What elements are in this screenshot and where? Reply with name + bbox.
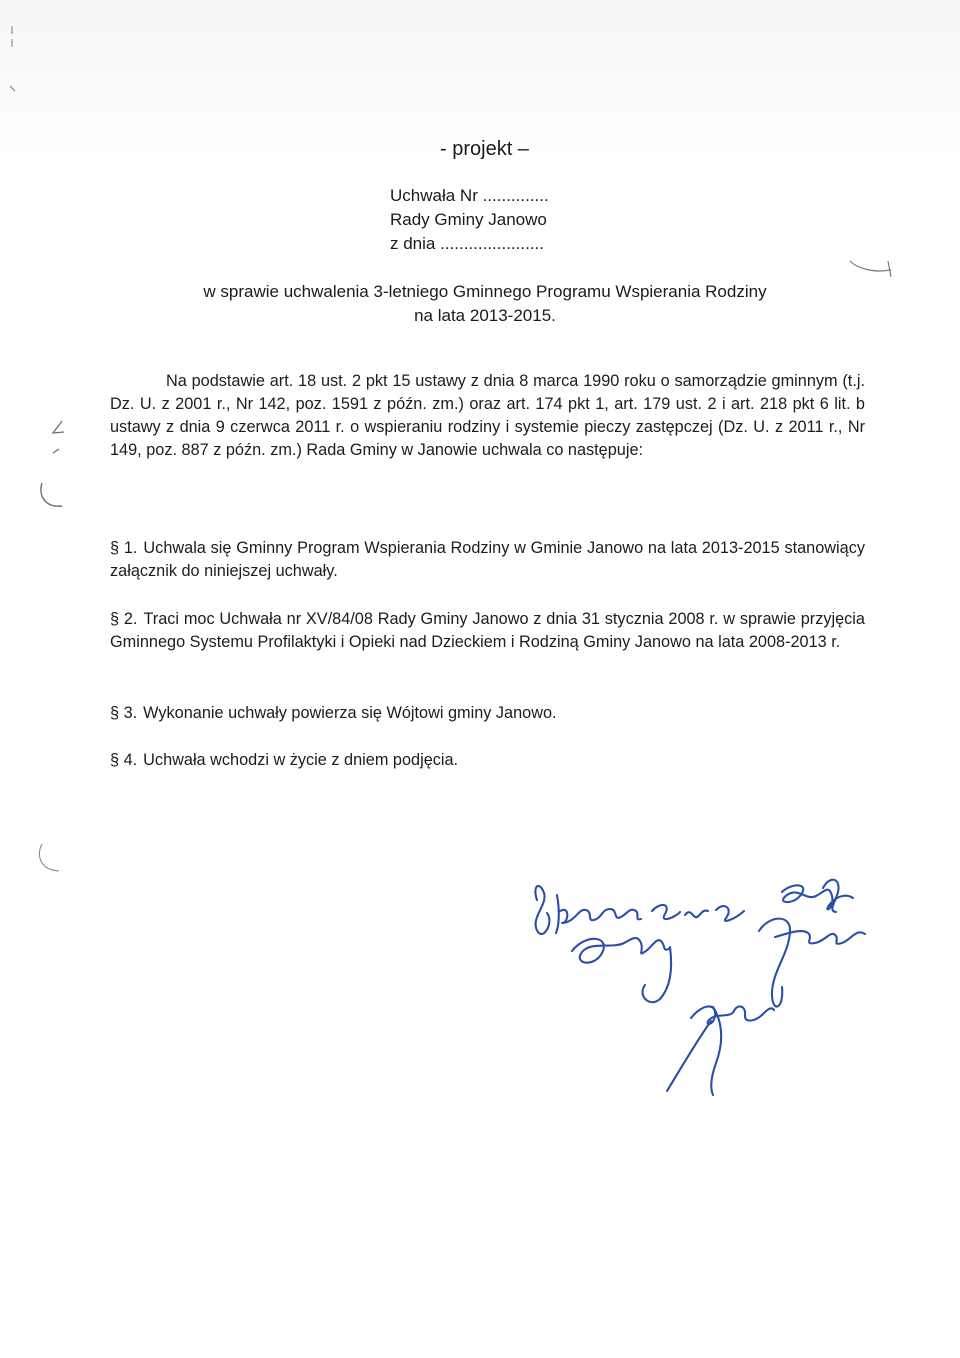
scan-artifact-left-lower-drawing: [34, 838, 68, 878]
scan-artifact-left-middle: [38, 478, 68, 512]
resolution-number-line: Uchwała Nr ..............: [390, 186, 549, 205]
scan-artifact-left-middle-drawing: [38, 478, 68, 512]
council-name-line: Rady Gminy Janowo: [390, 210, 547, 229]
scan-artifact-right-drawing: [846, 254, 898, 282]
resolution-title: [390, 184, 549, 256]
handwritten-signature: [520, 875, 880, 1110]
draft-label: - projekt –: [440, 138, 529, 160]
resolution-subject-line-2: na lata 2013-2015.: [414, 306, 556, 325]
resolution-subject: [170, 280, 800, 328]
scan-artifact-right: [846, 254, 898, 282]
section-1: [110, 537, 865, 583]
section-3-text: Wykonanie uchwały powierza się Wójtowi gminy Janowo.: [143, 704, 557, 722]
scan-artifact-left-lower: [34, 838, 68, 878]
scan-artifact-left-upper: [48, 414, 68, 470]
section-1-sign: § 1.: [110, 539, 138, 557]
section-1-text: Uchwala się Gminny Program Wspierania Rodziny w Gminie Janowo na lata 2013-2015 stanowiący załącznik do niniejszej uchwały.: [110, 539, 865, 580]
section-4: [110, 749, 865, 772]
section-3: [110, 702, 865, 725]
resolution-date-line: z dnia ......................: [390, 234, 544, 253]
scan-artifact-top-left-drawing: [0, 20, 24, 100]
section-3-sign: § 3.: [110, 704, 138, 722]
section-4-text: Uchwała wchodzi w życie z dniem podjęcia.: [143, 751, 459, 769]
scan-artifact-top-left: [0, 20, 24, 100]
resolution-subject-line-1: w sprawie uchwalenia 3-letniego Gminnego Programu Wspierania Rodziny: [203, 282, 767, 301]
signature-drawing: [520, 875, 880, 1110]
section-2-sign: § 2.: [110, 610, 138, 628]
section-2-text: Traci moc Uchwała nr XV/84/08 Rady Gminy Janowo z dnia 31 stycznia 2008 r. w sprawie przyjęcia Gminnego Systemu Profilaktyki i Opieki nad Dzieckiem i Rodziną Gminy Janowo na lata 2008-2013 r.: [110, 610, 865, 651]
section-2: [110, 608, 865, 654]
scan-artifact-left-upper-drawing: [48, 414, 68, 470]
legal-basis-paragraph: Na podstawie art. 18 ust. 2 pkt 15 ustawy z dnia 8 marca 1990 roku o samorządzie gminnym (t.j. Dz. U. z 2001 r., Nr 142, poz. 1591 z późn. zm.) oraz art. 174 pkt 1, art. 179 ust. 2 i art. 218 pkt 6 lit. b ustawy z dnia 9 czerwca 2011 r. o wspieraniu rodziny i systemie pieczy zastępczej (Dz. U. z 2011 r., Nr 149, poz. 887 z późn. zm.) Rada Gminy w Janowie uchwala co następuje:: [110, 372, 865, 459]
section-4-sign: § 4.: [110, 751, 138, 769]
